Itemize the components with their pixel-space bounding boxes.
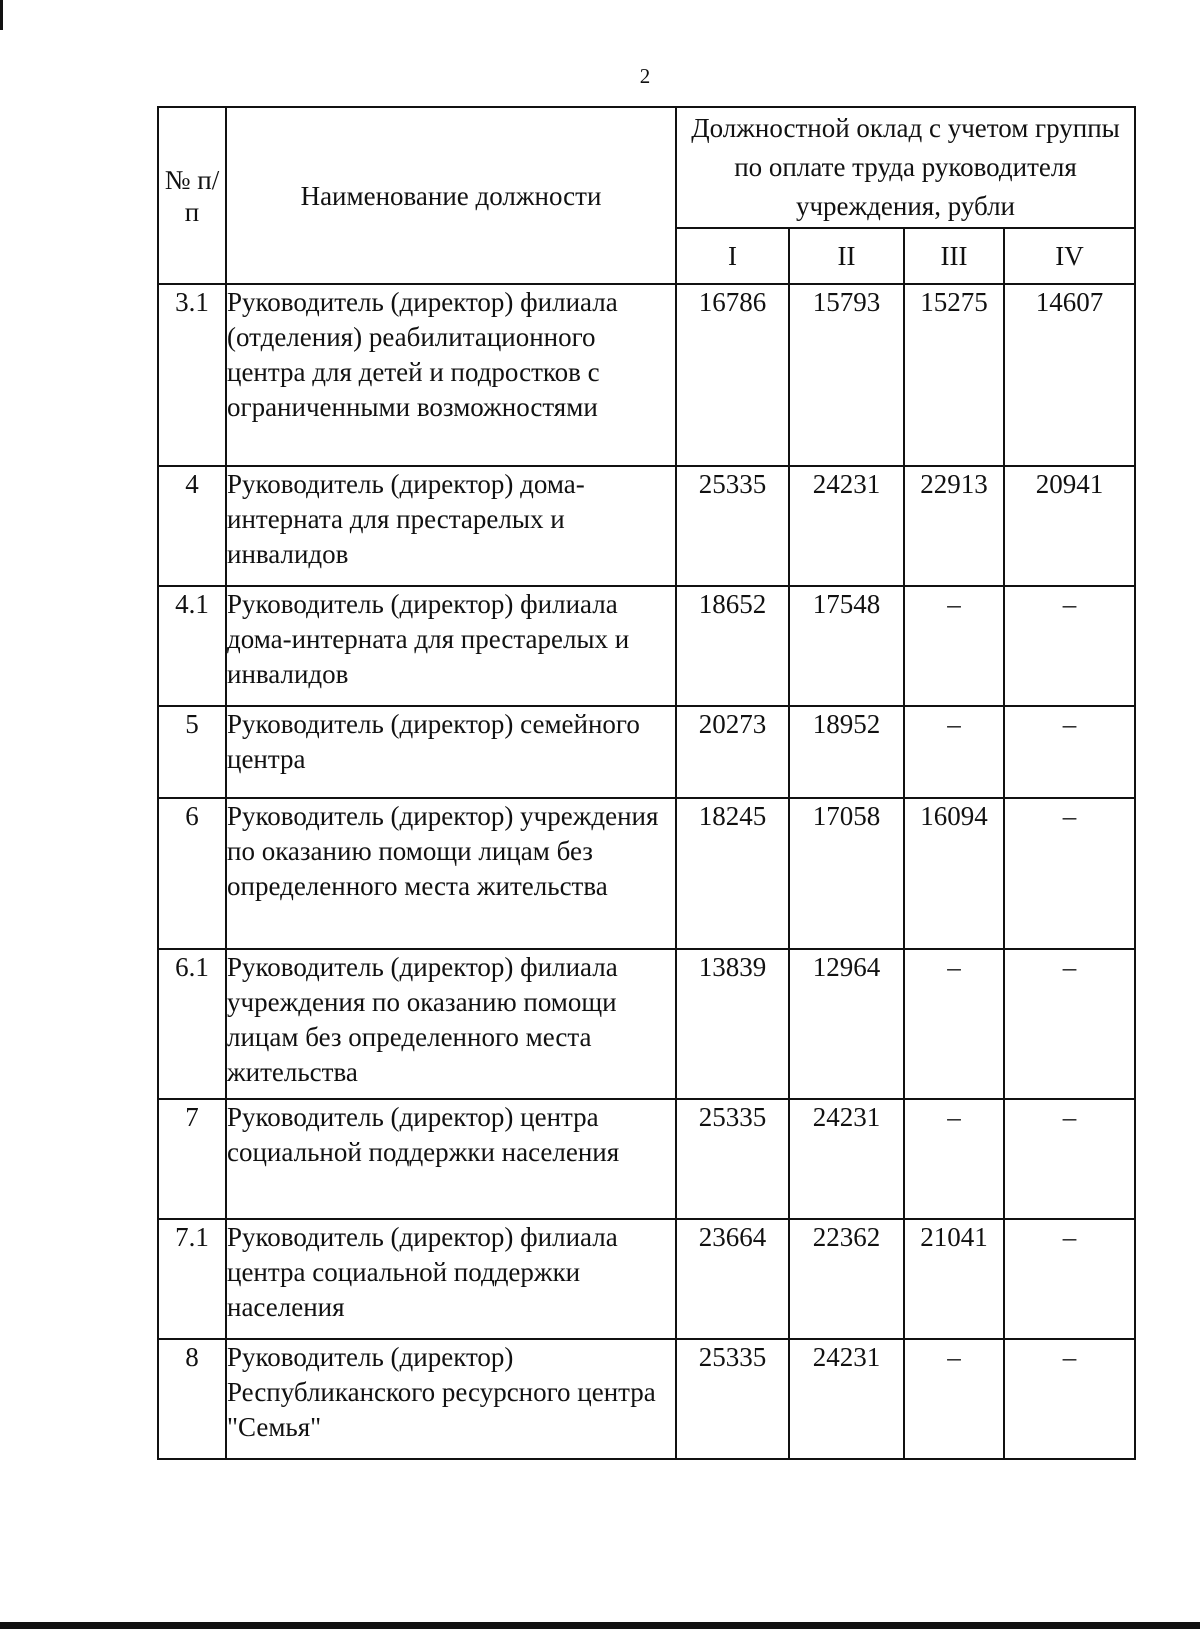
row-value-group-iii: 16094 — [904, 798, 1004, 949]
row-value-group-ii: 24231 — [789, 1339, 904, 1459]
table-row — [158, 1219, 1135, 1339]
row-position-name: Руководитель (директор) филиала дома-интерната для престарелых и инвалидов — [226, 586, 676, 706]
header-group: Должностной оклад с учетом группы по оплате труда руководителя учреждения, рубли — [676, 107, 1135, 228]
row-value-group-iv: 20941 — [1004, 466, 1135, 586]
row-position-name: Руководитель (директор) семейного центра — [226, 706, 676, 798]
scan-edge-mark — [0, 0, 3, 30]
salary-table — [157, 106, 1136, 1460]
row-value-group-ii: 22362 — [789, 1219, 904, 1339]
row-value-group-ii: 17548 — [789, 586, 904, 706]
header-group-iii: III — [904, 228, 1004, 284]
row-position-name: Руководитель (директор) учреждения по оказанию помощи лицам без определенного места жительства — [226, 798, 676, 949]
row-num: 6 — [158, 798, 226, 949]
row-value-group-iv: – — [1004, 706, 1135, 798]
header-name: Наименование должности — [226, 107, 676, 284]
scan-bottom-edge — [0, 1622, 1200, 1629]
row-num: 3.1 — [158, 284, 226, 466]
row-value-group-i: 18652 — [676, 586, 789, 706]
row-value-group-i: 25335 — [676, 466, 789, 586]
header-group-i: I — [676, 228, 789, 284]
row-value-group-iv: – — [1004, 586, 1135, 706]
row-value-group-iii: 22913 — [904, 466, 1004, 586]
page-number: 2 — [639, 64, 651, 88]
row-value-group-iv: – — [1004, 949, 1135, 1099]
row-value-group-i: 23664 — [676, 1219, 789, 1339]
row-value-group-iii: – — [904, 586, 1004, 706]
row-value-group-iv: – — [1004, 798, 1135, 949]
row-value-group-iii: – — [904, 706, 1004, 798]
table-body — [158, 284, 1135, 1459]
table-row — [158, 1339, 1135, 1459]
row-position-name: Руководитель (директор) дома-интерната для престарелых и инвалидов — [226, 466, 676, 586]
row-value-group-iii: 21041 — [904, 1219, 1004, 1339]
row-num: 4 — [158, 466, 226, 586]
table-row — [158, 706, 1135, 798]
row-num: 8 — [158, 1339, 226, 1459]
header-num: № п/п — [158, 107, 226, 284]
row-value-group-ii: 24231 — [789, 466, 904, 586]
row-value-group-iv: – — [1004, 1099, 1135, 1219]
table-row — [158, 949, 1135, 1099]
table-row — [158, 466, 1135, 586]
row-value-group-i: 16786 — [676, 284, 789, 466]
row-position-name: Руководитель (директор) филиала центра социальной поддержки населения — [226, 1219, 676, 1339]
row-value-group-i: 13839 — [676, 949, 789, 1099]
row-value-group-ii: 12964 — [789, 949, 904, 1099]
row-value-group-iii: – — [904, 949, 1004, 1099]
row-value-group-iii: 15275 — [904, 284, 1004, 466]
header-group-ii: II — [789, 228, 904, 284]
row-value-group-ii: 18952 — [789, 706, 904, 798]
row-num: 5 — [158, 706, 226, 798]
table-row — [158, 586, 1135, 706]
row-value-group-i: 18245 — [676, 798, 789, 949]
row-num: 7 — [158, 1099, 226, 1219]
table-header — [158, 107, 1135, 284]
row-value-group-ii: 15793 — [789, 284, 904, 466]
row-value-group-ii: 17058 — [789, 798, 904, 949]
row-position-name: Руководитель (директор) центра социальной поддержки населения — [226, 1099, 676, 1219]
row-num: 6.1 — [158, 949, 226, 1099]
row-position-name: Руководитель (директор) Республиканского ресурсного центра "Семья" — [226, 1339, 676, 1459]
row-position-name: Руководитель (директор) филиала учреждения по оказанию помощи лицам без определенного места жительства — [226, 949, 676, 1099]
header-group-iv: IV — [1004, 228, 1135, 284]
table-row — [158, 1099, 1135, 1219]
row-value-group-ii: 24231 — [789, 1099, 904, 1219]
row-num: 4.1 — [158, 586, 226, 706]
row-value-group-i: 25335 — [676, 1099, 789, 1219]
row-value-group-iii: – — [904, 1339, 1004, 1459]
table-row — [158, 284, 1135, 466]
row-value-group-i: 20273 — [676, 706, 789, 798]
row-num: 7.1 — [158, 1219, 226, 1339]
row-value-group-iv: 14607 — [1004, 284, 1135, 466]
row-value-group-iii: – — [904, 1099, 1004, 1219]
row-value-group-i: 25335 — [676, 1339, 789, 1459]
table-row — [158, 798, 1135, 949]
row-value-group-iv: – — [1004, 1219, 1135, 1339]
row-position-name: Руководитель (директор) филиала (отделения) реабилитационного центра для детей и подростков с ограниченными возможностями — [226, 284, 676, 466]
row-value-group-iv: – — [1004, 1339, 1135, 1459]
